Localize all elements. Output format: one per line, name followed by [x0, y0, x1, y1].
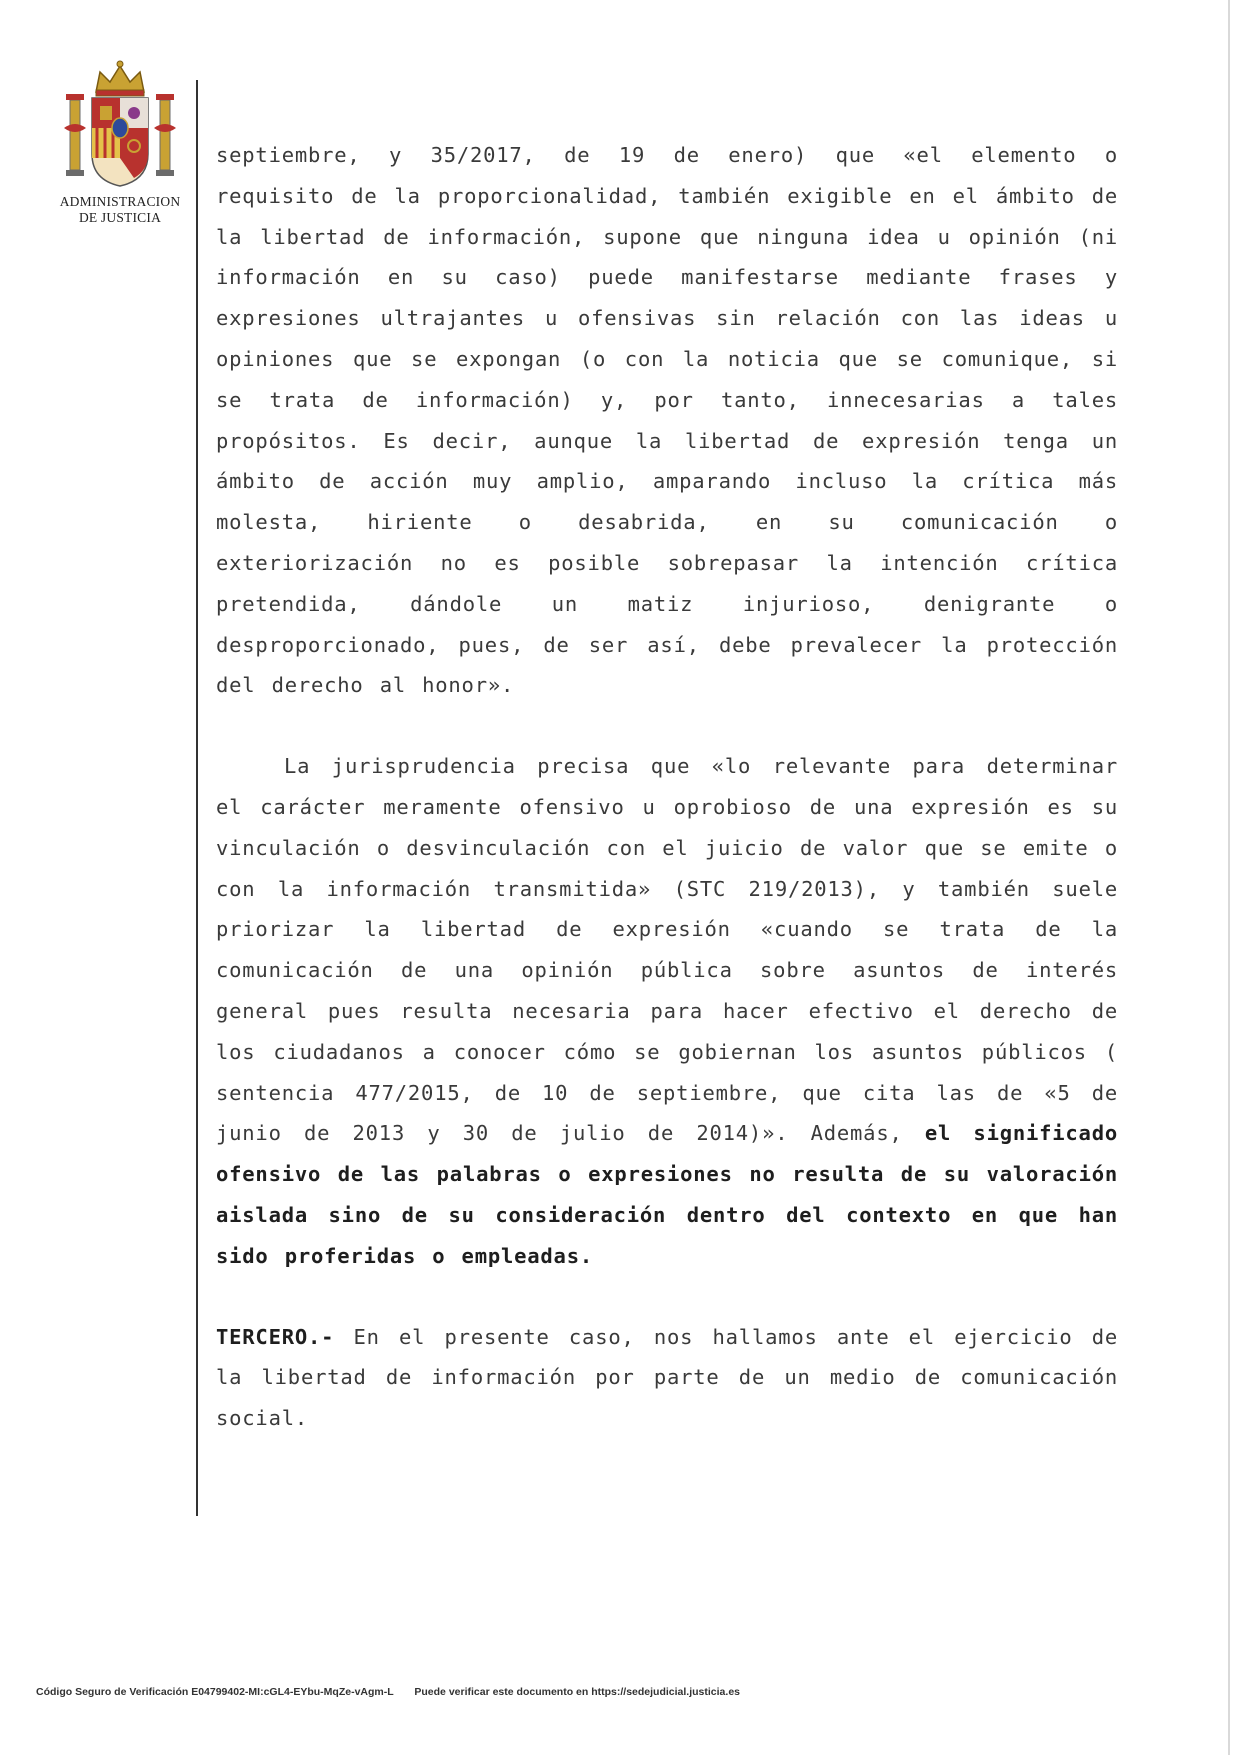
- verification-code: Código Seguro de Verificación E04799402-MI:cGL4-EYbu-MqZe-vAgm-L: [36, 1686, 394, 1698]
- jurisprudence-text: La jurisprudencia precisa que «lo relevante para determinar el carácter meramente ofensivo u oprobioso de una expresión es su vinculación o desvinculación con el juicio de valor que se emite o con la información transmitida» (STC 219/2013), y también suele priorizar la libertad de expresión «cuando se trata de la comunicación de una opinión pública sobre asuntos de interés general pues resulta necesaria para hacer efectivo el derecho de los ciudadanos a conocer cómo se gobiernan los asuntos públicos ( sentencia 477/2015, de 10 de septiembre, que cita las de «5 de junio de 2013 y 30 de julio de 2014)». Además,: [216, 754, 1118, 1146]
- margin-rule: [196, 80, 198, 1516]
- verification-footer: [36, 1686, 740, 1698]
- org-name-line1: ADMINISTRACION: [59, 194, 181, 209]
- jurisprudence-bold-text: el significado ofensivo de las palabras o expresiones no resulta de su valoración aislada sino de su consideración dentro del contexto en que han sido proferidas o empleadas.: [216, 1121, 1118, 1268]
- page-edge: [1228, 0, 1230, 1755]
- letterhead: [50, 58, 190, 226]
- paragraph-tercero: [216, 1317, 1118, 1439]
- verification-url: Puede verificar este documento en https://sedejudicial.justicia.es: [414, 1686, 740, 1698]
- paragraph-quote-proportionality: septiembre, y 35/2017, de 19 de enero) que «el elemento o requisito de la proporcionalidad, también exigible en el ámbito de la libertad de información, supone que ninguna idea u opinión (ni información en su caso) puede manifestarse mediante frases y expresiones ultrajantes u ofensivas sin relación con las ideas u opiniones que se expongan (o con la noticia que se comunique, si se trata de información) y, por tanto, innecesarias a tales propósitos. Es decir, aunque la libertad de expresión tenga un ámbito de acción muy amplio, amparando incluso la crítica más molesta, hiriente o desabrida, en su comunicación o exteriorización no es posible sobrepasar la intención crítica pretendida, dándole un matiz injurioso, denigrante o desproporcionado, pues, de ser así, debe prevalecer la protección del derecho al honor».: [216, 143, 1118, 698]
- org-name-line2: DE JUSTICIA: [78, 210, 162, 225]
- paragraph-jurisprudence: [216, 746, 1118, 1276]
- tercero-text: En el presente caso, nos hallamos ante el ejercicio de la libertad de información por parte de un medio de comunicación social.: [216, 1324, 1118, 1431]
- coat-of-arms-logo: [60, 58, 180, 194]
- section-heading-tercero: TERCERO.-: [216, 1324, 335, 1349]
- document-body: [216, 135, 1118, 1439]
